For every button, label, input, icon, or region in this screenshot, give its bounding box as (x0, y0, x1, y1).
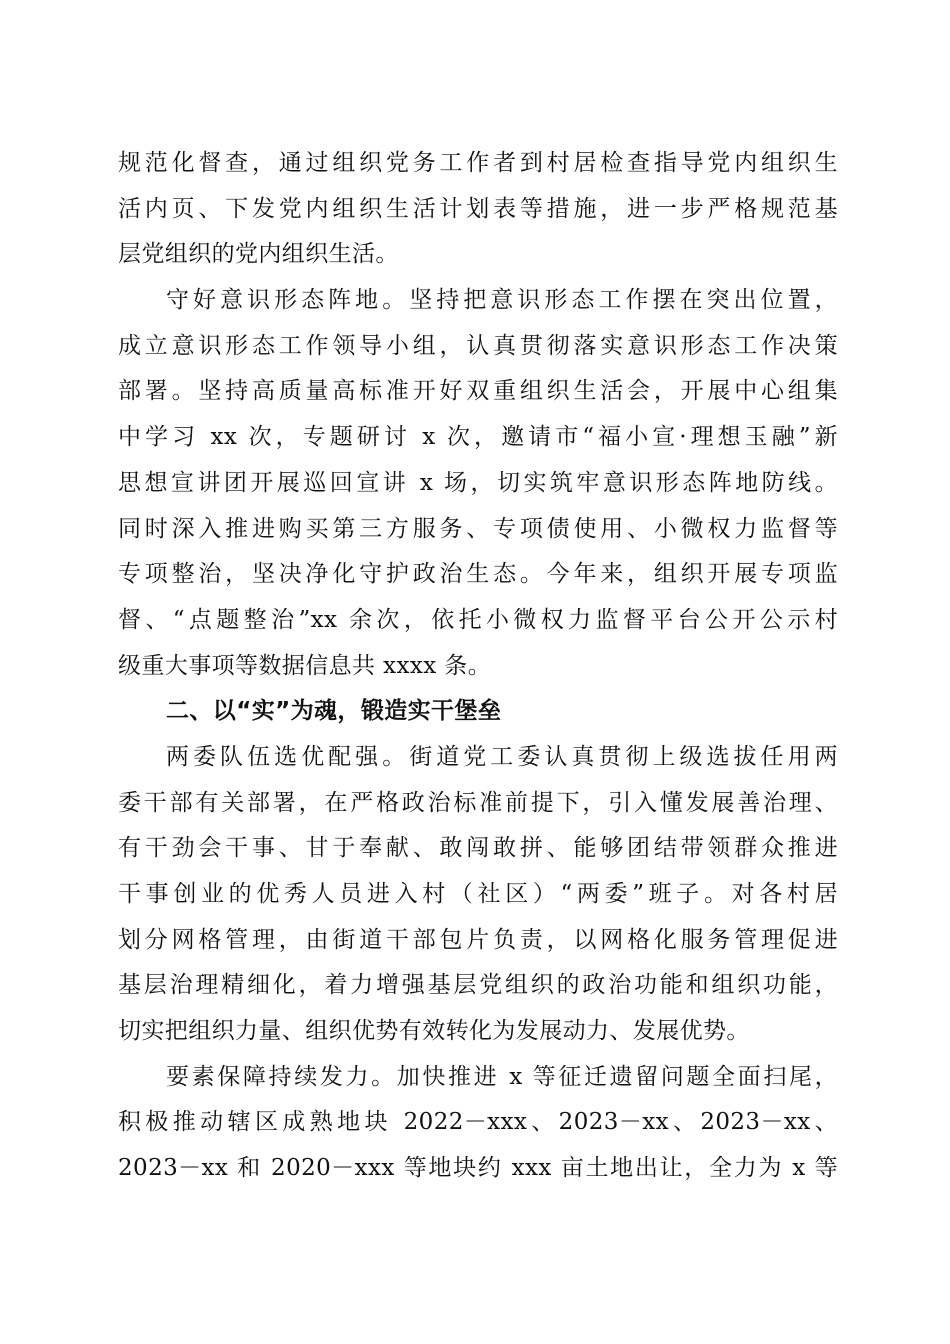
text-line: 督、“点题整治”xx 余次，依托小微权力监督平台公开公示村 (118, 606, 838, 633)
body-text (118, 141, 838, 1192)
text-line: 专项整治，坚决净化守护政治生态。今年来，组织开展专项监 (118, 561, 838, 588)
text-line: 切实把组织力量、组织优势有效转化为发展动力、发展优势。 (118, 1018, 750, 1045)
text-line: 思想宣讲团开展巡回宣讲 x 场，切实筑牢意识形态阵地防线。 (118, 469, 838, 496)
paragraph-first-line: 两委队伍选优配强。街道党工委认真贯彻上级选拔任用两 (166, 743, 838, 770)
text-line: 同时深入推进购买第三方服务、专项债使用、小微权力监督等 (118, 515, 838, 542)
text-line: 有干劲会干事、甘于奉献、敢闯敢拼、能够团结带领群众推进 (118, 835, 838, 862)
text-line: 干事创业的优秀人员进入村（社区）“两委”班子。对各村居 (118, 881, 838, 907)
text-line: 基层治理精细化，着力增强基层党组织的政治功能和组织功能， (118, 972, 838, 999)
text-line: 委干部有关部署，在严格政治标准前提下，引入懂发展善治理、 (118, 789, 838, 816)
section-heading: 二、以“实”为魂，锻造实干堡垒 (166, 698, 502, 725)
text-line: 成立意识形态工作领导小组，认真贯彻落实意识形态工作决策 (118, 332, 838, 359)
text-line: 规范化督查，通过组织党务工作者到村居检查指导党内组织生 (118, 150, 838, 176)
paragraph-first-line: 守好意识形态阵地。坚持把意识形态工作摆在突出位置， (166, 287, 838, 314)
text-line: 积极推动辖区成熟地块 2022－xxx、2023－xx、2023－xx、 (118, 1109, 838, 1136)
text-line: 部署。坚持高质量高标准开好双重组织生活会，开展中心组集 (118, 378, 838, 405)
text-line: 划分网格管理，由街道干部包片负责，以网格化服务管理促进 (118, 926, 838, 953)
text-line: 级重大事项等数据信息共 xxxx 条。 (118, 652, 492, 679)
text-line: 2023－xx 和 2020－xxx 等地块约 xxx 亩土地出让，全力为 x 等 (118, 1155, 838, 1182)
text-line: 中学习 xx 次，专题研讨 x 次，邀请市“福小宣·理想玉融”新 (118, 424, 838, 451)
text-line: 层党组织的党内组织生活。 (118, 241, 399, 268)
paragraph-first-line: 要素保障持续发力。加快推进 x 等征迁遗留问题全面扫尾， (166, 1063, 838, 1090)
text-line: 活内页、下发党内组织生活计划表等措施，进一步严格规范基 (118, 195, 838, 222)
